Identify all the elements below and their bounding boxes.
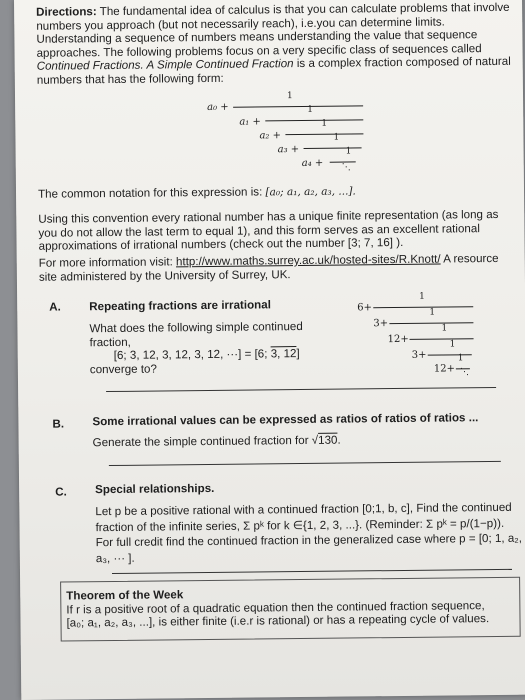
fraction-bar-4: [304, 147, 362, 149]
section-a-seq: [6; 3, 12, 3, 12, 3, 12, ···] = [6;: [113, 347, 271, 363]
numerator-5: 1: [345, 146, 352, 157]
section-a-title: Repeating fractions are irrational: [89, 298, 271, 314]
section-c-body: [95, 500, 525, 566]
fraction-bar-1: [233, 105, 363, 107]
a-bar-4: [428, 354, 472, 355]
sqrt-icon: √: [311, 433, 319, 447]
a-term-3b: 3+: [411, 349, 427, 361]
a-num-5: 1: [457, 353, 464, 364]
section-c-line-4: a₃, ··· ].: [95, 551, 135, 565]
convention-line-3: approximations of irrational numbers (check out the number [3; 7, 16] ).: [38, 236, 404, 253]
theorem-title: Theorem of the Week: [66, 588, 184, 603]
section-c-title: Special relationships.: [95, 481, 215, 497]
a-bar-2: [389, 322, 473, 324]
intro-line-5: is a complex fraction composed of natural: [293, 55, 511, 71]
a-dots: ⋱: [459, 367, 469, 378]
a-num-2: 1: [429, 307, 436, 318]
term-a0: a₀ +: [207, 101, 229, 113]
intro-line-6: numbers that has the following form:: [36, 71, 224, 87]
notation-math: [a₀; a₁, a₂, a₃, ...].: [265, 185, 356, 199]
a-num-4: 1: [449, 339, 456, 350]
term-a4: a₄ +: [301, 157, 324, 169]
term-a3: a₃ +: [277, 144, 300, 156]
term-a2: a₂ +: [259, 130, 282, 142]
section-a-question: [89, 320, 350, 377]
numerator-2: 1: [307, 104, 313, 115]
fraction-bar-3: [285, 133, 363, 135]
answer-line-a[interactable]: [106, 387, 496, 392]
section-a-q2: fraction,: [89, 335, 131, 349]
section-a-q3: converge to?: [89, 362, 157, 377]
intro-line-1: The fundamental idea of calculus is that you can calculate problems that involve: [96, 0, 510, 19]
intro-line-2: numbers you approach (but not necessarily reach), i.e.you can determine limits.: [36, 15, 445, 33]
surrey-link[interactable]: http://www.maths.surrey.ac.uk/hosted-sites/R.Knott/: [175, 252, 441, 269]
section-b-letter: B.: [52, 417, 65, 431]
info-line-2: site administered by the University of Surrey, UK.: [38, 267, 291, 284]
intro-line-3: Understanding a sequence of numbers means understanding the value that sequence: [36, 28, 478, 46]
section-c-letter: C.: [55, 485, 67, 499]
numerator-3: 1: [321, 118, 328, 129]
numerator-1: 1: [286, 91, 293, 102]
a-bar-1: [373, 306, 473, 308]
section-a-seq-end: ]: [296, 347, 300, 361]
a-term-12a: 12+: [387, 333, 409, 346]
notation-line: [38, 184, 356, 201]
section-c-line-3: For full credit find the continued fraction in the generalized case where p = [0; 1, a₂,: [95, 531, 523, 550]
section-a-q1: What does the following simple continued: [89, 319, 303, 336]
notation-text: The common notation for this expression is:: [37, 185, 266, 201]
section-c-line-1: Let p be a positive rational with a continued fraction [0;1, b, c], Find the continued: [95, 500, 512, 519]
section-c-line-2: fraction of the infinite series, Σ pᵏ for k ∈{1, 2, 3, ...}. (Reminder: Σ pᵏ = p/(1−p)).: [95, 516, 505, 534]
info-paragraph: [39, 252, 519, 284]
theorem-line-1: If r is a positive root of a quadratic equation then the continued fraction sequence,: [66, 598, 485, 617]
section-a-letter: A.: [49, 300, 61, 314]
convention-paragraph: [38, 208, 518, 254]
info-prefix: For more information visit:: [38, 255, 177, 270]
theorem-content: [66, 585, 518, 631]
a-term-6: 6+: [357, 302, 373, 314]
section-b-title: Some irrational values can be expressed as ratios of ratios of ratios ...: [92, 411, 479, 429]
intro-line-5-italic: Continued Fractions. A Simple Continued Fraction: [36, 57, 294, 74]
convention-line-1: Using this convention every rational number has a unique finite representation (as long as: [38, 207, 499, 226]
section-b-q-end: .: [337, 433, 341, 447]
fraction-bar-2: [265, 119, 363, 121]
a-num-3: 1: [441, 323, 448, 334]
a-term-3a: 3+: [373, 318, 389, 330]
term-a1: a₁ +: [239, 116, 261, 128]
sqrt-value: 130: [318, 433, 338, 447]
answer-line-c[interactable]: [112, 569, 512, 574]
ellipsis-dots: ⋱: [341, 162, 351, 173]
section-b-question: [93, 434, 341, 451]
answer-line-b[interactable]: [109, 461, 501, 466]
convention-line-2: you do not allow the last term to equal 1), and this form serves as an excellent rational: [38, 221, 480, 240]
numerator-4: 1: [333, 132, 340, 143]
a-term-12b: 12+: [433, 363, 456, 375]
a-num-1: 1: [419, 291, 425, 302]
worksheet-page: [14, 0, 525, 700]
section-b-q-text: Generate the simple continued fraction for: [92, 433, 312, 450]
directions-label: Directions:: [36, 5, 97, 19]
intro-paragraph: [36, 1, 517, 88]
intro-line-4: approaches. The following problems focus on a very specific class of sequences called: [36, 41, 482, 60]
theorem-line-2: [a₀; a₁, a₂, a₃, ...], is either finite (i.e.r is rational) or has a repeating cycle of values.: [66, 612, 490, 630]
section-a-repeat: 3, 12: [270, 347, 297, 361]
info-suffix: A resource: [440, 251, 499, 266]
a-bar-3: [410, 338, 474, 340]
